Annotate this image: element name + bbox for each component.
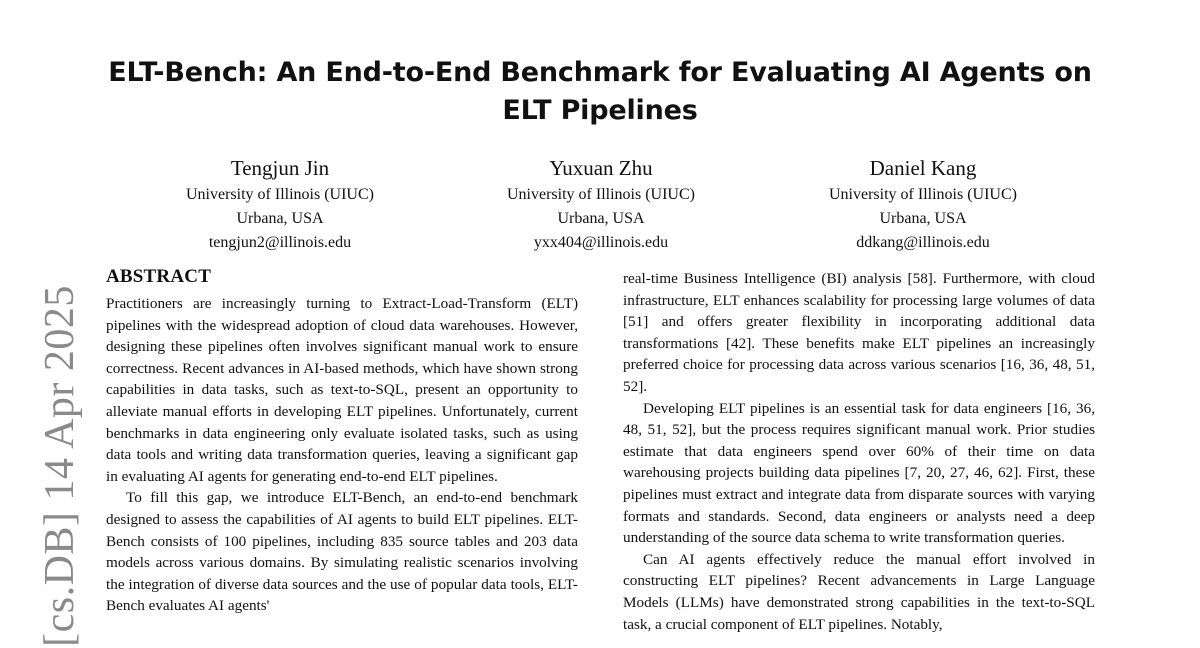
author-email: tengjun2@illinois.edu <box>208 234 352 251</box>
author-email: yxx404@illinois.edu <box>533 234 669 251</box>
abstract-column <box>106 293 578 617</box>
author-name: Tengjun Jin <box>230 156 330 180</box>
author-location: Urbana, USA <box>879 210 967 227</box>
author-email: ddkang@illinois.edu <box>856 234 990 251</box>
author-block <box>120 153 440 255</box>
author-block <box>763 153 1083 255</box>
arxiv-stamp-text: [cs.DB] 14 Apr 2025 <box>37 285 83 647</box>
author-affiliation: University of Illinois (UIUC) <box>507 186 695 203</box>
author-name: Yuxuan Zhu <box>549 156 653 180</box>
author-affiliation: University of Illinois (UIUC) <box>829 186 1017 203</box>
body-paragraph: Can AI agents effectively reduce the manual effort involved in constructing ELT pipelines? Recent advancements in Large Language Models (LLMs) have demonstrated strong capabilities in the text-to-SQL task, a crucial component of ELT pipelines. Notably, <box>623 550 1095 633</box>
body-paragraph: Developing ELT pipelines is an essential task for data engineers [16, 36, 48, 51, 52], but the process requires significant manual work. Prior studies estimate that data engineers spend over 60% of their time on data warehousing projects building data pipelines [7, 20, 27, 46, 62]. First, these pipelines must extract and integrate data from disparate sources with varying formats and standards. Second, data engineers or analysts need a deep understanding of the source data schema to write transformation queries. <box>623 399 1095 547</box>
author-location: Urbana, USA <box>236 210 324 227</box>
abstract-heading: ABSTRACT <box>106 266 212 287</box>
abstract-paragraph: Practitioners are increasingly turning to Extract-Load-Transform (ELT) pipelines with the widespread adoption of cloud data warehouses. However, designing these pipelines often involves significant manual work to ensure correctness. Recent advances in AI-based methods, which have shown strong capabilities in data tasks, such as text-to-SQL, present an opportunity to alleviate manual efforts in developing ELT pipelines. Unfortunately, current benchmarks in data engineering only evaluate isolated tasks, such as using data tools and writing data transformation queries, leaving a significant gap in evaluating AI agents for generating end-to-end ELT pipelines. <box>106 295 578 485</box>
body-paragraph: real-time Business Intelligence (BI) analysis [58]. Furthermore, with cloud infrastructure, ELT enhances scalability for processing large volumes of data [51] and offers greater flexibility in incorporating additional data transformations [42]. These benefits make ELT pipelines an increasingly preferred choice for processing data across various scenarios [16, 36, 48, 51, 52]. <box>623 270 1095 395</box>
introduction-column <box>623 268 1095 635</box>
abstract-paragraph: To fill this gap, we introduce ELT-Bench, an end-to-end benchmark designed to assess the capabilities of AI agents to build ELT pipelines. ELT-Bench consists of 100 pipelines, including 835 source tables and 203 data models across various domains. By simulating realistic scenarios involving the integration of diverse data sources and the use of popular data tools, ELT-Bench evaluates AI agents' <box>106 489 578 615</box>
author-name: Daniel Kang <box>869 156 977 180</box>
author-block <box>441 153 761 255</box>
author-location: Urbana, USA <box>557 210 645 227</box>
author-affiliation: University of Illinois (UIUC) <box>186 186 374 203</box>
paper-title: ELT-Bench: An End-to-End Benchmark for Evaluating AI Agents on ELT Pipelines <box>108 57 1092 126</box>
